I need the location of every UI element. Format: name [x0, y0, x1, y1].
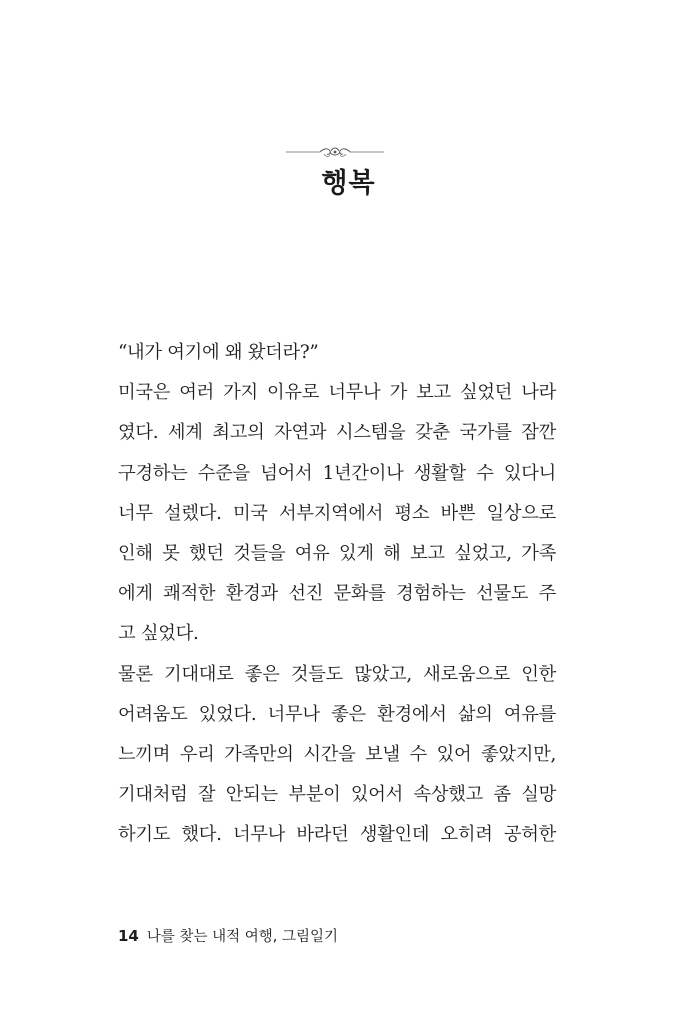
page-footer [118, 925, 338, 948]
text-line: 고 싶었다. [118, 623, 199, 645]
text-line: 하기도 했다. 너무나 바라던 생활인데 오히려 공허한 [118, 824, 556, 846]
text-line: 에게 쾌적한 환경과 선진 문화를 경험하는 선물도 주 [118, 583, 556, 605]
text-line: 인해 못 했던 것들을 여유 있게 해 보고 싶었고, 가족 [118, 542, 556, 564]
text-line: 기대처럼 잘 안되는 부분이 있어서 속상했고 좀 실망 [118, 784, 556, 806]
chapter-title: 행복 [321, 168, 376, 199]
text-line: 물론 기대대로 좋은 것들도 많았고, 새로움으로 인한 [118, 663, 556, 685]
body-text [118, 333, 556, 855]
page-number: 14 [118, 927, 139, 945]
flourish-ornament-icon [286, 145, 384, 159]
text-line: “내가 여기에 왜 왔더라?” [118, 342, 319, 363]
running-book-title: 나를 찾는 내적 여행, 그림일기 [146, 929, 339, 945]
text-line: 어려움도 있었다. 너무나 좋은 환경에서 삶의 여유를 [118, 703, 556, 725]
text-line: 너무 설렜다. 미국 서부지역에서 평소 바쁜 일상으로 [118, 502, 556, 524]
text-line: 였다. 세계 최고의 자연과 시스템을 갖춘 국가를 잠깐 [118, 422, 556, 444]
text-line: 구경하는 수준을 넘어서 1년간이나 생활할 수 있다니 [118, 462, 556, 484]
text-line: 미국은 여러 가지 이유로 너무나 가 보고 싶었던 나라 [118, 382, 556, 404]
text-line: 느끼며 우리 가족만의 시간을 보낼 수 있어 좋았지만, [118, 743, 556, 765]
